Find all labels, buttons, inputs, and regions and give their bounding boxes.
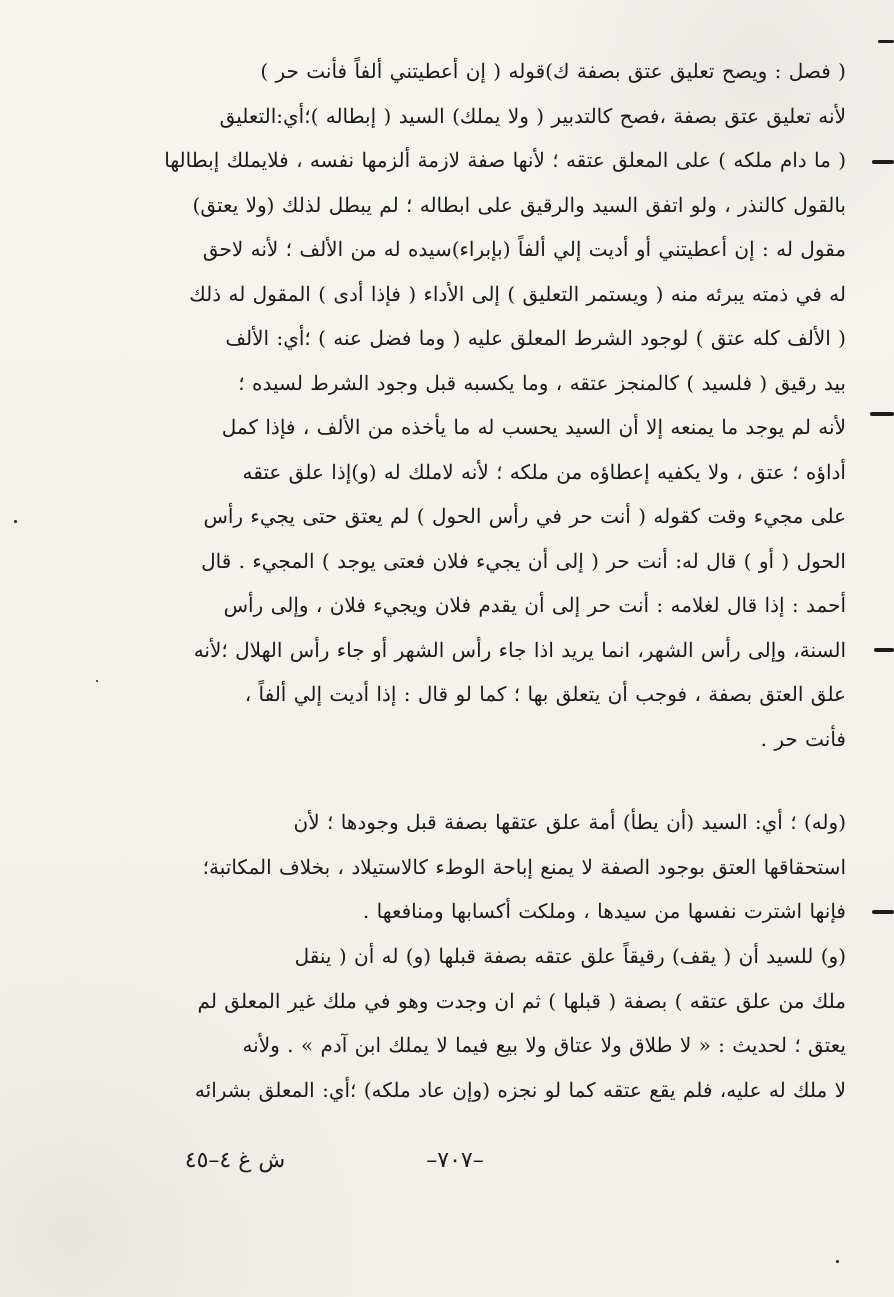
text-line: (وله) ؛ أي: السيد (أن يطأ) أمة علق عتقها بصفة قبل وجودها ؛ لأن — [293, 810, 846, 834]
text-line: مقول له : إن أعطيتني أو أديت إلي ألفاً (بإبراء)سيده له من الألف ؛ لأنه لاحق — [202, 237, 846, 261]
text-line: يعتق ؛ لحديث : « لا طلاق ولا عتاق ولا بيع فيما لا يملك ابن آدم » . ولأنه — [242, 1033, 846, 1057]
text-line: لأنه تعليق عتق بصفة ،فصح كالتدبير ( ولا يملك) السيد ( إبطاله )؛أي:التعليق — [219, 103, 846, 128]
text-line: ملك من علق عتقه ) بصفة ( قبلها ) ثم ان وجدت وهو في ملك غير المعلق لم — [197, 988, 846, 1013]
text-line: أداؤه ؛ عتق ، ولا يكفيه إعطاؤه من ملكه ؛ لأنه لاملك له (و)إذا علق عتقه — [242, 459, 846, 484]
scan-speck — [14, 520, 17, 523]
paragraph-wa-lahu — [88, 800, 846, 934]
text-line: له في ذمته يبرئه منه ( ويستمر التعليق ) إلى الأداء ( فإذا أدى ) المقول له ذلك — [189, 281, 846, 306]
text-line: فإنها اشترت نفسها من سيدها ، وملكت أكسابها ومنافعها . — [362, 899, 846, 923]
text-line: استحقاقها العتق بوجود الصفة لا يمنع إباحة الوطء كالاستيلاد ، بخلاف المكاتبة؛ — [202, 854, 846, 879]
text-line: فأنت حر . — [760, 726, 846, 751]
scan-speck — [836, 1260, 839, 1263]
margin-mark — [878, 40, 894, 43]
text-line: ( الألف كله عتق ) لوجود الشرط المعلق عليه ( وما فضل عنه ) ؛أي: الألف — [225, 326, 846, 350]
text-line: (و) للسيد أن ( يقف) رقيقاً علق عتقه بصفة قبلها (و) له أن ( ينقل — [294, 944, 846, 968]
text-line: على مجيء وقت كقوله ( أنت حر في رأس الحول ) لم يعتق حتى يجيء رأس — [203, 504, 846, 528]
text-line: أحمد : إذا قال لغلامه : أنت حر إلى أن يقدم فلان ويجيء فلان ، وإلى رأس — [223, 593, 846, 617]
margin-mark — [872, 910, 894, 914]
text-line: الحول ( أو ) قال له: أنت حر ( إلى أن يجيء فلان فعتى يوجد ) المجيء . قال — [201, 548, 846, 573]
text-line: علق العتق بصفة ، فوجب أن يتعلق بها ؛ كما لو قال : إذا أديت إلي ألفاً ، — [244, 682, 846, 706]
text-line: بالقول كالنذر ، ولو اتفق السيد والرقيق على ابطاله ؛ لم يبطل لذلك (ولا يعتق) — [192, 192, 846, 217]
paragraph-fasl — [88, 49, 846, 761]
text-line: لأنه لم يوجد ما يمنعه إلا أن السيد يحسب له ما يأخذه من الألف ، فإذا كمل — [221, 415, 846, 439]
text-line: السنة، وإلى رأس الشهر، انما يريد اذا جاء رأس الشهر أو جاء رأس الهلال ؛لأنه — [193, 637, 846, 662]
margin-mark — [874, 648, 894, 652]
margin-mark — [870, 412, 894, 416]
text-line: ( فصل : ويصح تعليق عتق بصفة ك)قوله ( إن أعطيتني ألفاً فأنت حر ) — [260, 59, 846, 83]
margin-mark — [872, 160, 894, 164]
text-line: لا ملك له عليه، فلم يقع عتقه كما لو نجزه (وإن عاد ملكه) ؛أي: المعلق بشرائه — [194, 1077, 846, 1102]
page-number: –٧٠٧– — [426, 1148, 484, 1173]
text-line: بيد رقيق ( فلسيد ) كالمنجز عتقه ، وما يكسبه قبل وجود الشرط لسيده ؛ — [238, 370, 846, 395]
scan-speck — [96, 680, 98, 682]
printer-signature: ش غ ٤–٤٥ — [184, 1148, 286, 1173]
text-line: ( ما دام ملكه ) على المعلق عتقه ؛ لأنها صفة لازمة ألزمها نفسه ، فلايملك إبطالها — [164, 148, 846, 172]
paragraph-lil-sayyid — [88, 934, 846, 1112]
